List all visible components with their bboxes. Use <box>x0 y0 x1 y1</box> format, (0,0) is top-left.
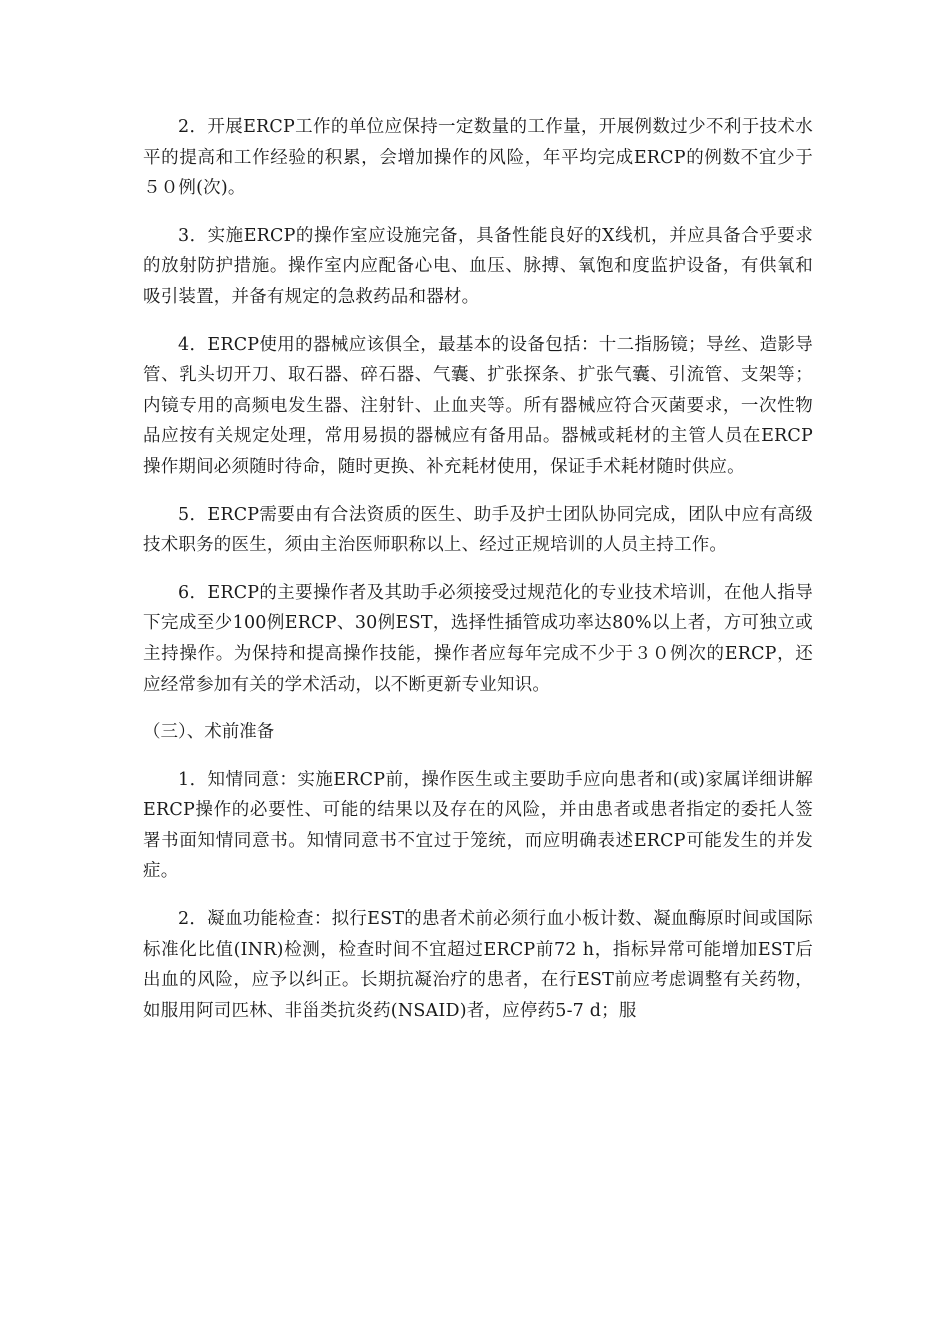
paragraph-item-3: 3．实施ERCP的操作室应设施完备，具备性能良好的X线机，并应具备合乎要求的放射防护措施。操作室内应配备心电、血压、脉搏、氧饱和度监护设备，有供氧和吸引装置，并备有规定的急救药品和器材。 <box>143 225 813 307</box>
paragraph-informed-consent: 1．知情同意：实施ERCP前，操作医生或主要助手应向患者和(或)家属详细讲解ERCP操作的必要性、可能的结果以及存在的风险，并由患者或患者指定的委托人签署书面知情同意书。知情同意书不宜过于笼统，而应明确表述ERCP可能发生的并发症。 <box>143 769 813 882</box>
paragraph-item-4: 4．ERCP使用的器械应该俱全，最基本的设备包括：十二指肠镜；导丝、造影导管、乳头切开刀、取石器、碎石器、气囊、扩张探条、扩张气囊、引流管、支架等；内镜专用的高频电发生器、注射针、止血夹等。所有器械应符合灭菌要求，一次性物品应按有关规定处理，常用易损的器械应有备用品。器械或耗材的主管人员在ERCP操作期间必须随时待命，随时更换、补充耗材使用，保证手术耗材随时供应。 <box>143 334 813 477</box>
paragraph-coagulation-check: 2．凝血功能检查：拟行EST的患者术前必须行血小板计数、凝血酶原时间或国际标准化比值(INR)检测，检查时间不宜超过ERCP前72 h，指标异常可能增加EST后出血的风险，应予以纠正。长期抗凝治疗的患者，在行EST前应考虑调整有关药物，如服用阿司匹林、非甾类抗炎药(NSAID)者，应停药5-7 d；服 <box>143 909 813 1021</box>
section-heading-preop: （三）、术前准备 <box>143 722 275 743</box>
paragraph-item-2: 2．开展ERCP工作的单位应保持一定数量的工作量，开展例数过少不利于技术水平的提高和工作经验的积累，会增加操作的风险，年平均完成ERCP的例数不宜少于５０例(次)。 <box>143 117 813 199</box>
paragraph-item-5: 5．ERCP需要由有合法资质的医生、助手及护士团队协同完成，团队中应有高级技术职务的医生，须由主治医师职称以上、经过正规培训的人员主持工作。 <box>143 504 813 556</box>
paragraph-item-6: 6．ERCP的主要操作者及其助手必须接受过规范化的专业技术培训，在他人指导下完成至少100例ERCP、30例EST，选择性插管成功率达80%以上者，方可独立或主持操作。为保持和提高操作技能，操作者应每年完成不少于３０例次的ERCP，还应经常参加有关的学术活动，以不断更新专业知识。 <box>143 582 813 695</box>
document-body <box>143 112 813 1043</box>
